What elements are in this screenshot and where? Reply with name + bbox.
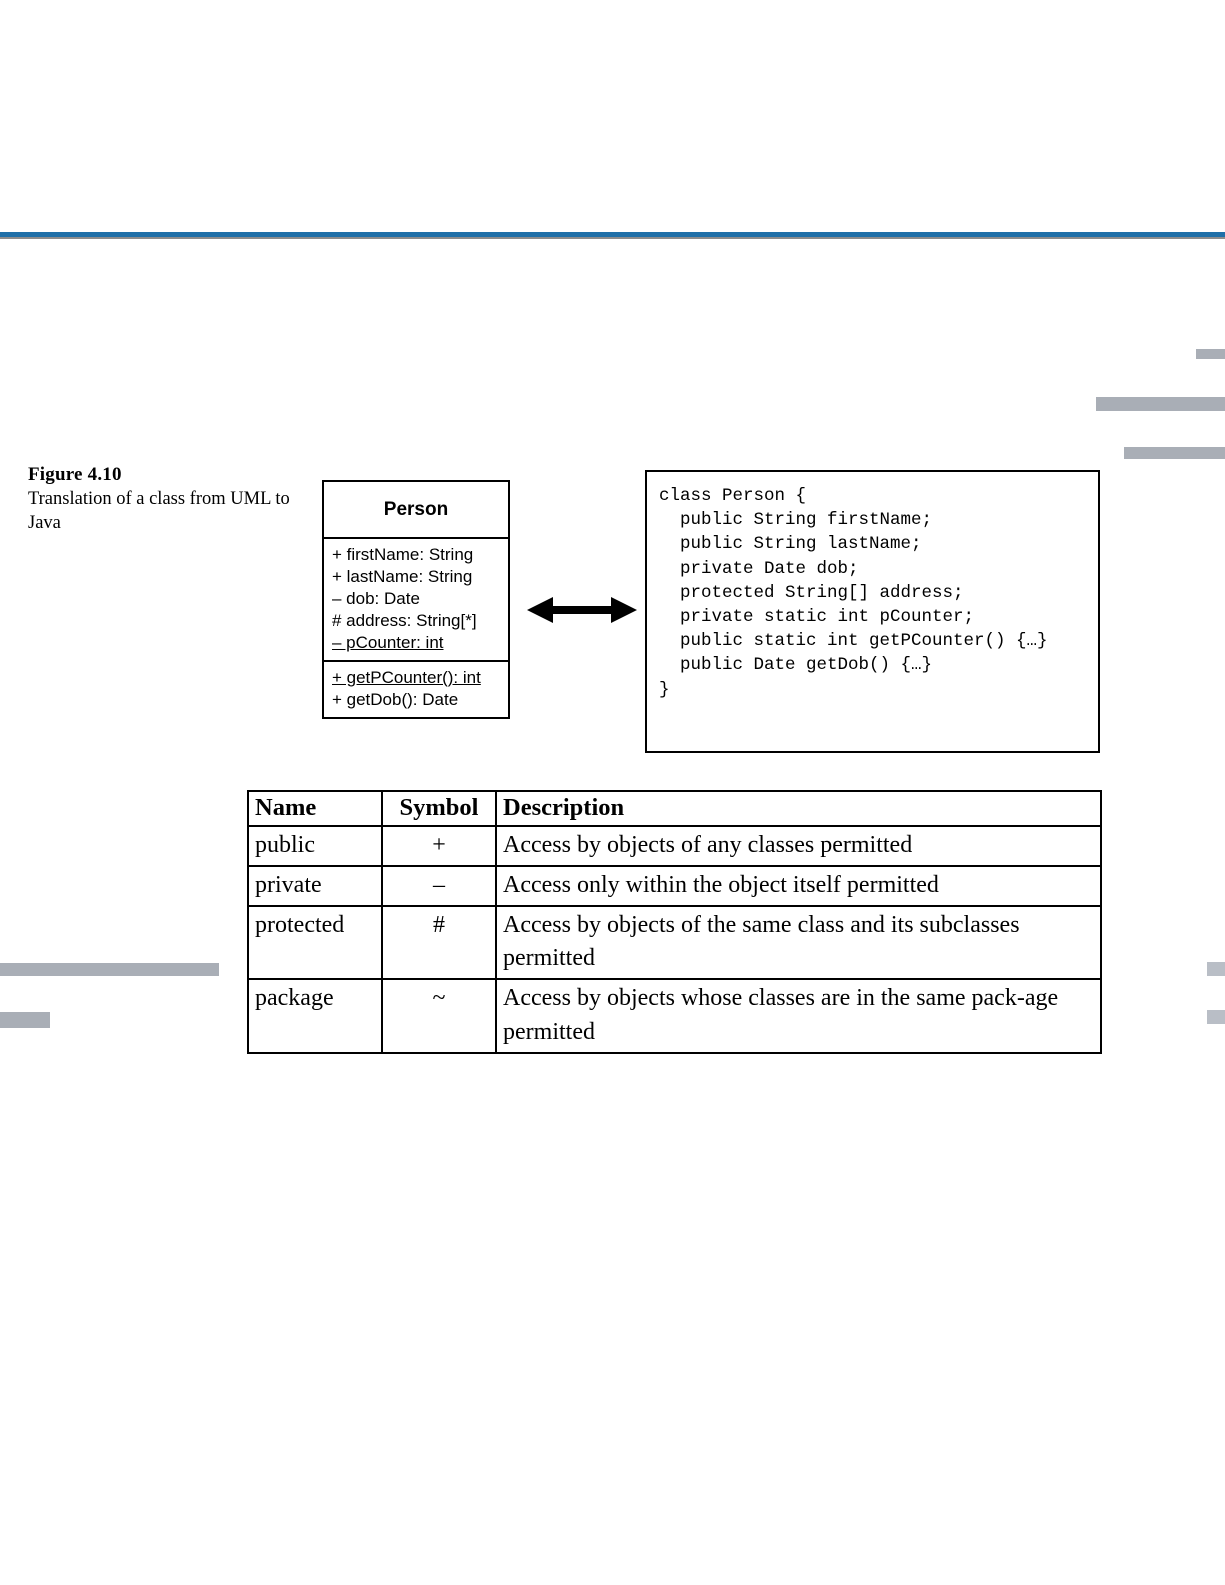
code-line: protected String[] address; <box>659 582 964 603</box>
uml-attribute: – dob: Date <box>332 589 420 608</box>
uml-attribute: + firstName: String <box>332 545 474 564</box>
scan-artifact <box>0 1012 50 1028</box>
java-code-box <box>645 470 1100 753</box>
table-row <box>248 866 1101 906</box>
scan-artifact <box>1207 962 1225 976</box>
code-line: } <box>659 679 670 700</box>
figure-caption <box>28 462 303 536</box>
cell-description: Access only within the object itself permitted <box>496 866 1101 906</box>
figure-label: Figure 4.10 <box>28 464 122 485</box>
table-row <box>248 906 1101 979</box>
scan-artifact <box>0 963 219 976</box>
scan-artifact <box>1207 1010 1225 1024</box>
cell-description: Access by objects of any classes permitted <box>496 826 1101 866</box>
cell-name: protected <box>248 906 382 979</box>
uml-operation-static: + getPCounter(): int <box>332 668 481 687</box>
uml-attribute: + lastName: String <box>332 567 473 586</box>
figure-caption-text: Translation of a class from UML to Java <box>28 489 290 534</box>
scan-artifact <box>1196 349 1225 359</box>
uml-operation-compartment <box>324 662 508 717</box>
uml-attribute: # address: String[*] <box>332 611 477 630</box>
cell-name: public <box>248 826 382 866</box>
header-rule-shadow <box>0 237 1225 239</box>
uml-class-box <box>322 480 510 719</box>
column-header-description: Description <box>496 791 1101 826</box>
uml-attribute-compartment <box>324 539 508 662</box>
code-line: public Date getDob() {…} <box>659 655 933 676</box>
column-header-symbol: Symbol <box>382 791 496 826</box>
code-line: private static int pCounter; <box>659 607 975 628</box>
cell-symbol: # <box>382 906 496 979</box>
column-header-name: Name <box>248 791 382 826</box>
scan-artifact <box>1124 447 1225 459</box>
cell-description: Access by objects whose classes are in the same pack-age permitted <box>496 979 1101 1052</box>
uml-class-name: Person <box>324 482 508 539</box>
uml-attribute-static: – pCounter: int <box>332 633 444 652</box>
cell-symbol: – <box>382 866 496 906</box>
table-row <box>248 826 1101 866</box>
access-modifier-table <box>247 790 1102 1054</box>
code-line: private Date dob; <box>659 558 859 579</box>
code-line: public static int getPCounter() {…} <box>659 631 1048 652</box>
bidirectional-arrow <box>527 590 637 630</box>
cell-name: package <box>248 979 382 1052</box>
code-line: public String firstName; <box>659 510 933 531</box>
cell-symbol: ~ <box>382 979 496 1052</box>
table-body <box>248 826 1101 1053</box>
table-header-row <box>248 791 1101 826</box>
table-row <box>248 979 1101 1052</box>
code-line: public String lastName; <box>659 534 922 555</box>
cell-symbol: + <box>382 826 496 866</box>
table-header <box>248 791 1101 826</box>
cell-name: private <box>248 866 382 906</box>
bidirectional-arrow-icon <box>527 590 637 630</box>
cell-description: Access by objects of the same class and its subclasses permitted <box>496 906 1101 979</box>
code-line: class Person { <box>659 486 807 506</box>
scan-artifact <box>1096 397 1225 411</box>
uml-operation: + getDob(): Date <box>332 690 459 709</box>
